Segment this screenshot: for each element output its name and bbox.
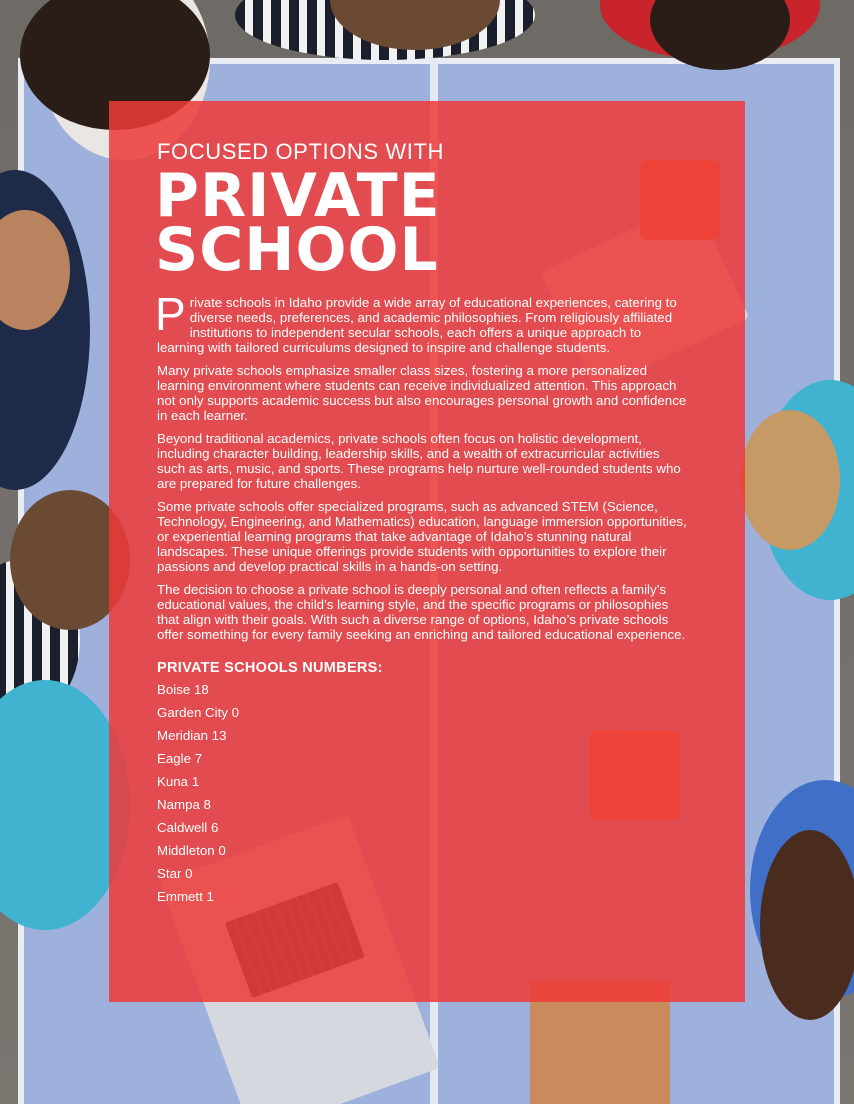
school-count-item: Caldwell 6 (157, 820, 219, 835)
school-numbers-heading: PRIVATE SCHOOLS NUMBERS: (157, 660, 383, 676)
school-count-item: Boise 18 (157, 682, 209, 697)
school-count-item: Star 0 (157, 866, 193, 881)
article-body (155, 288, 689, 908)
school-count-item: Emmett 1 (157, 889, 214, 904)
article-paragraph-1 (155, 288, 689, 355)
photo-student-right-2-face (760, 830, 854, 1020)
article-paragraph-4: Some private schools offer specialized programs, such as advanced STEM (Science, Technology, Engineering, and Mathematics) education, language immersion opportunities, or experiential learning programs that take advantage of Idaho’s stunning natural landscapes. These unique offerings provide students with opportunities to explore their passions and develop practical skills in a hands-on setting. (157, 499, 687, 574)
article-headline (155, 161, 745, 285)
article-paragraph-2: Many private schools emphasize smaller class sizes, fostering a more personalized learning environment where students can receive individualized attention. This approach not only supports academic success but also encourages personal growth and confidence in each learner. (157, 363, 687, 423)
school-count-item: Kuna 1 (157, 774, 200, 789)
school-numbers-list (157, 678, 689, 908)
school-count-item: Eagle 7 (157, 751, 203, 766)
article-paragraph-3: Beyond traditional academics, private schools often focus on holistic development, including character building, leadership skills, and a wealth of extracurricular activities such as arts, music, and sports. These programs help nurture well-rounded students who are prepared for future challenges. (157, 431, 681, 491)
article-panel (109, 101, 745, 1002)
drop-cap: P (155, 288, 186, 340)
school-count-item: Nampa 8 (157, 797, 211, 812)
photo-student-right-1-hair (740, 410, 840, 550)
paragraph-1-text: rivate schools in Idaho provide a wide array of educational experiences, catering to diverse needs, preferences, and academic philosophies. From religiously affiliated institutions to independent secular schools, each offers a unique approach to learning with tailored curriculums designed to inspire and challenge students. (157, 295, 677, 355)
headline-line-2: SCHOOL (155, 215, 439, 285)
school-count-item: Middleton 0 (157, 843, 226, 858)
school-count-item: Garden City 0 (157, 705, 240, 720)
article-kicker: FOCUSED OPTIONS WITH (157, 139, 444, 164)
article-paragraph-5: The decision to choose a private school is deeply personal and often reflects a family’s educational values, the child’s learning style, and the specific programs or philosophies that align with their goals. With such a diverse range of options, Idaho’s private schools offer something for every family seeking an enriching and tailored educational experience. (157, 582, 686, 642)
school-count-item: Meridian 13 (157, 728, 227, 743)
headline-line-1: PRIVATE (155, 161, 441, 231)
